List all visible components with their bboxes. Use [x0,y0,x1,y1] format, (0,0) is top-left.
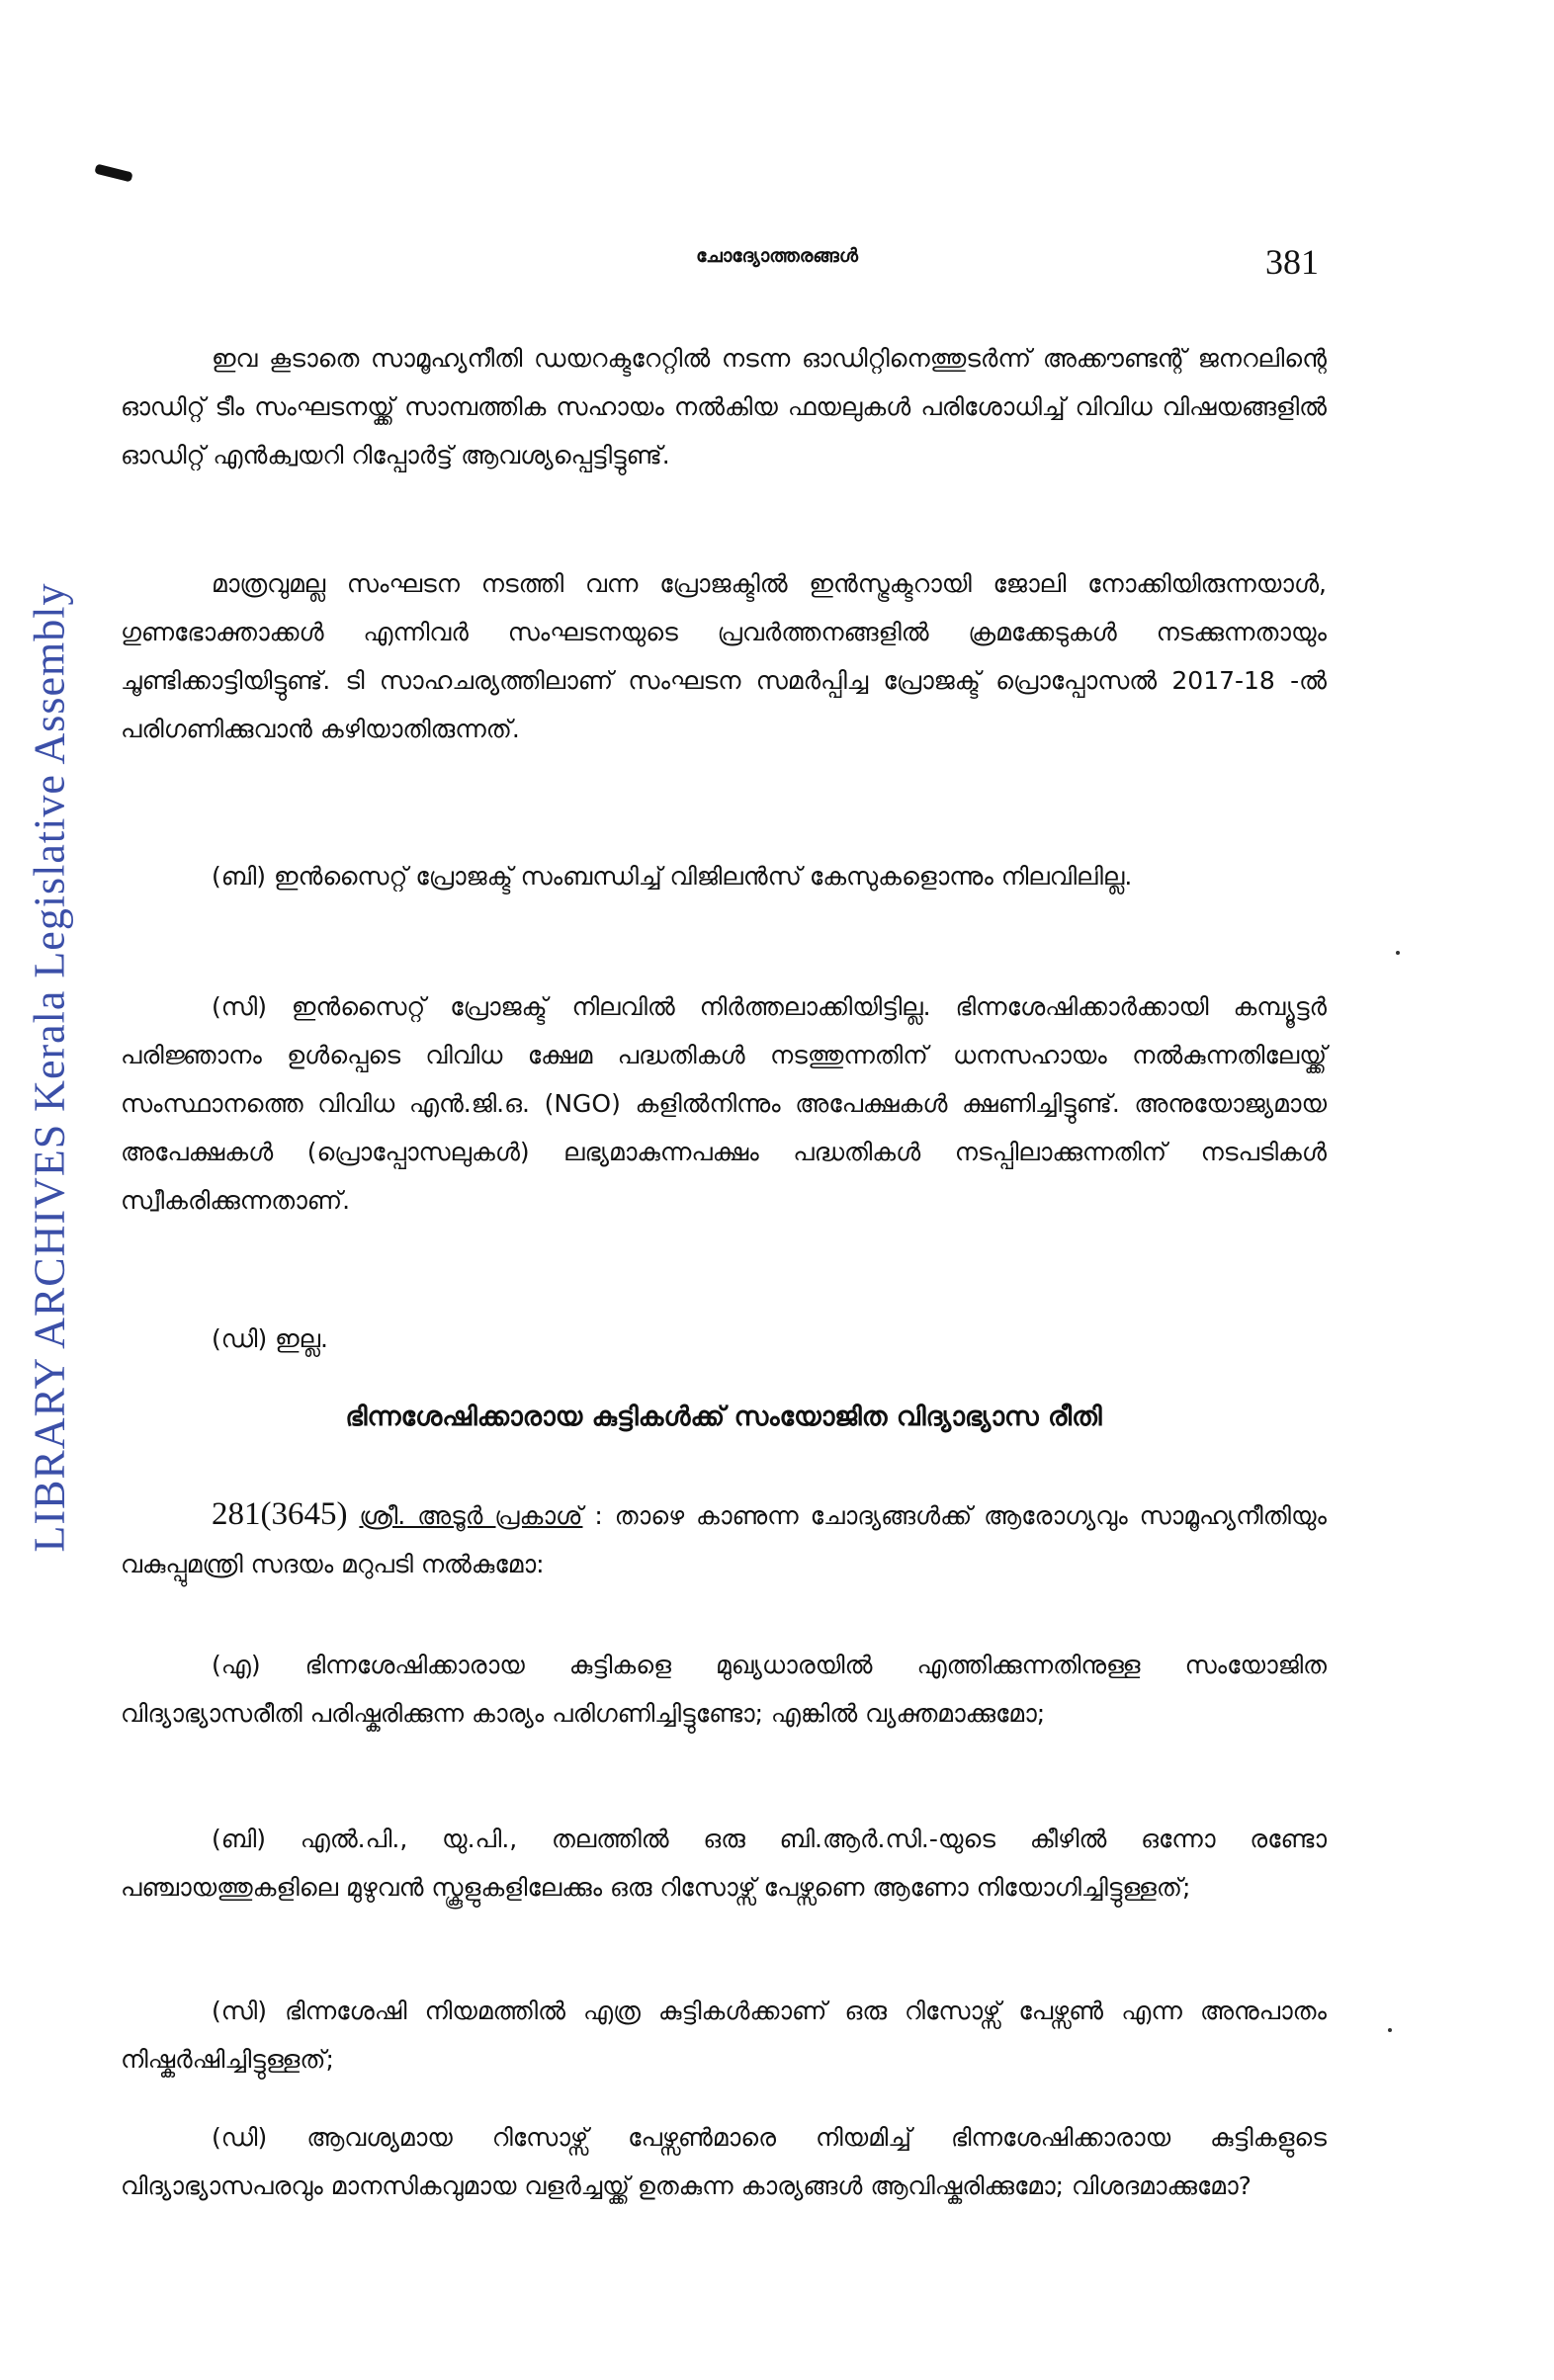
question-member: ശ്രീ. അടൂർ പ്രകാശ് [359,1501,583,1530]
question-intro [121,1490,1327,1588]
answer-paragraph-2: മാത്രവുമല്ല സംഘടന നടത്തി വന്ന പ്രോജക്ടിൽ ഇൻസ്ട്രക്ടറായി ജോലി നോക്കിയിരുന്നയാൾ, ഗുണഭോക്താക്കൾ എന്നിവർ സംഘടനയുടെ പ്രവർത്തനങ്ങളിൽ ക്രമക്കേടുകൾ നടക്കുന്നതായും ചൂണ്ടിക്കാട്ടിയിട്ടുണ്ട്. ടി സാഹചര്യത്തിലാണ് സംഘടന സമർപ്പിച്ച പ്രോജക്ട് പ്രൊപ്പോസൽ 2017-18 -ൽ പരിഗണിക്കുവാൻ കഴിയാതിരുന്നത്. [121,569,1327,743]
library-watermark: LIBRARY ARCHIVES Kerala Legislative Assembly [25,582,74,1553]
section-heading: ഭിന്നശേഷിക്കാരായ കുട്ടികൾക്ക് സംയോജിത വിദ്യാഭ്യാസ രീതി [345,1402,1102,1432]
question-part-d: (ഡി) ആവശ്യമായ റിസോഴ്സ് പേഴ്സൺമാരെ നിയമിച്ച് ഭിന്നശേഷിക്കാരായ കുട്ടികളുടെ വിദ്യാഭ്യാസപരവും മാനസികവുമായ വളർച്ചയ്ക്ക് ഉതകുന്ന കാര്യങ്ങൾ ആവിഷ്കരിക്കുമോ; വിശദമാക്കുമോ? [121,2123,1327,2200]
scan-mark [94,164,132,183]
question-part-a: (എ) ഭിന്നശേഷിക്കാരായ കുട്ടികളെ മുഖ്യധാരയിൽ എത്തിക്കുന്നതിനുള്ള സംയോജിത വിദ്യാഭ്യാസരീതി പരിഷ്കരിക്കുന്ന കാര്യം പരിഗണിച്ചിട്ടുണ്ടോ; എങ്കിൽ വ്യക്തമാക്കുമോ; [121,1651,1327,1728]
answer-paragraph-b: (ബി) ഇൻസൈറ്റ് പ്രോജക്ട് സംബന്ധിച്ച് വിജിലൻസ് കേസുകളൊന്നും നിലവിലില്ല. [212,862,1133,891]
answer-paragraph-d: (ഡി) ഇല്ല. [212,1324,329,1353]
page-header-title: ചോദ്യോത്തരങ്ങൾ [696,245,858,267]
question-number: 281(3645) [212,1496,348,1532]
page-number: 381 [1265,242,1319,282]
scan-speck [1396,951,1400,955]
answer-paragraph-c: (സി) ഇൻസൈറ്റ് പ്രോജക്ട് നിലവിൽ നിർത്തലാക്കിയിട്ടില്ല. ഭിന്നശേഷിക്കാർക്കായി കമ്പ്യൂട്ടർ പരിജ്ഞാനം ഉൾപ്പെടെ വിവിധ ക്ഷേമ പദ്ധതികൾ നടത്തുന്നതിന് ധനസഹായം നൽകുന്നതിലേയ്ക്ക് സംസ്ഥാനത്തെ വിവിധ എൻ.ജി.ഒ. (NGO) കളിൽനിന്നും അപേക്ഷകൾ ക്ഷണിച്ചിട്ടുണ്ട്. അനുയോജ്യമായ അപേക്ഷകൾ (പ്രൊപ്പോസലുകൾ) ലഭ്യമാകുന്നപക്ഷം പദ്ധതികൾ നടപ്പിലാക്കുന്നതിന് നടപടികൾ സ്വീകരിക്കുന്നതാണ്. [121,992,1327,1215]
question-part-b: (ബി) എൽ.പി., യു.പി., തലത്തിൽ ഒരു ബി.ആർ.സി.-യുടെ കീഴിൽ ഒന്നോ രണ്ടോ പഞ്ചായത്തുകളിലെ മുഴുവൻ സ്കൂളുകളിലേക്കും ഒരു റിസോഴ്സ് പേഴ്സണെ ആണോ നിയോഗിച്ചിട്ടുള്ളത്; [121,1825,1327,1902]
answer-paragraph-1: ഇവ കൂടാതെ സാമൂഹ്യനീതി ഡയറക്ടറേറ്റിൽ നടന്ന ഓഡിറ്റിനെത്തുടർന്ന് അക്കൗണ്ടന്റ് ജനറലിന്റെ ഓഡിറ്റ് ടീം സംഘടനയ്ക്ക് സാമ്പത്തിക സഹായം നൽകിയ ഫയലുകൾ പരിശോധിച്ച് വിവിധ വിഷയങ്ങളിൽ ഓഡിറ്റ് എൻക്വയറി റിപ്പോർട്ട് ആവശ്യപ്പെട്ടിട്ടുണ്ട്. [121,344,1327,469]
question-part-c: (സി) ഭിന്നശേഷി നിയമത്തിൽ എത്ര കുട്ടികൾക്കാണ് ഒരു റിസോഴ്സ് പേഴ്സൺ എന്ന അനുപാതം നിഷ്കർഷിച്ചിട്ടുള്ളത്; [121,1997,1327,2074]
scan-speck [1388,2028,1392,2032]
question-intro-text: : താഴെ കാണുന്ന ചോദ്യങ്ങൾക്ക് ആരോഗ്യവും സാമൂഹ്യനീതിയും വകുപ്പുമന്ത്രി സദയം മറുപടി നൽകുമോ: [121,1501,1328,1578]
